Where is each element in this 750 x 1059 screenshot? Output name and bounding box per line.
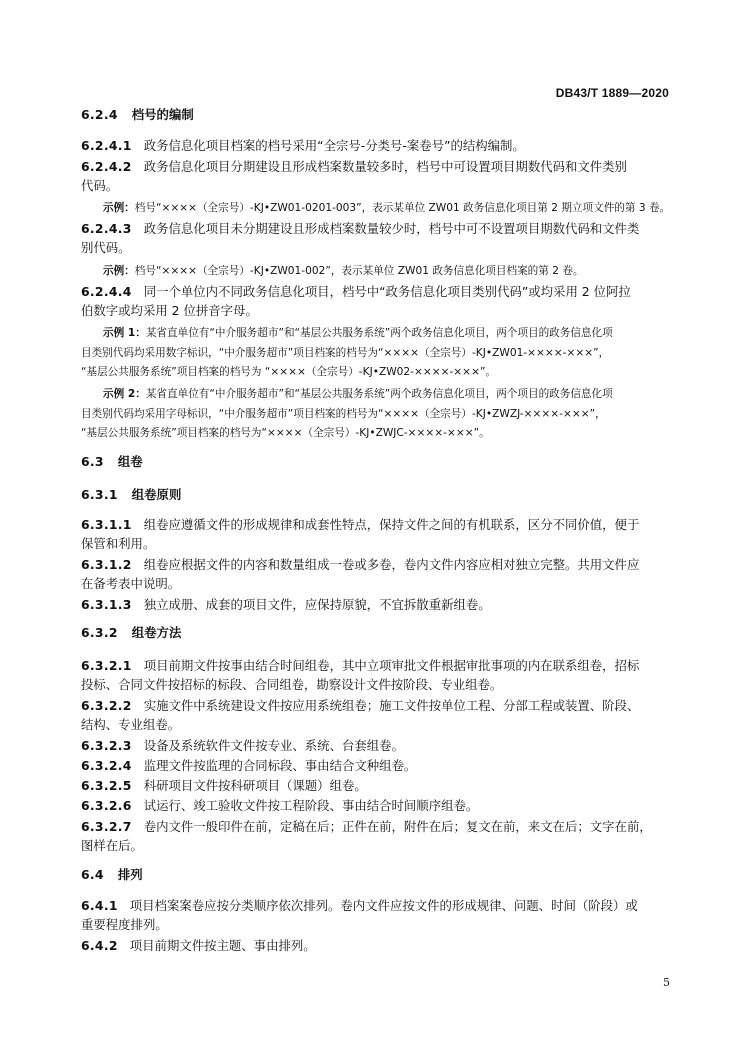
clause-number: 6.2.4.2 <box>81 159 132 174</box>
clause-text: 项目档案案卷应按分类顺序依次排列。卷内文件应按文件的形成规律、问题、时间（阶段）或 <box>129 898 638 913</box>
section-number: 6.3.2 <box>81 625 118 640</box>
clause <box>81 758 670 774</box>
example-line <box>103 387 670 401</box>
example-line <box>103 201 670 215</box>
example-continuation: “基层公共服务系统”项目档案的档号为“××××（全宗号）-KJ•ZWJC-××××-×××”。 <box>81 427 490 439</box>
clause-text: 试运行、竣工验收文件按工程阶段、事由结合时间顺序组卷。 <box>143 798 479 813</box>
clause <box>81 698 670 714</box>
clause <box>81 938 670 954</box>
clause-number: 6.3.2.3 <box>81 738 132 753</box>
clause <box>81 159 670 175</box>
clause <box>81 798 670 814</box>
clause-continuation: 保管和利用。 <box>81 536 156 551</box>
clause-continuation: 代码。 <box>81 178 119 193</box>
clause <box>81 221 670 237</box>
clause <box>81 557 670 573</box>
clause-number: 6.3.1.2 <box>81 557 132 572</box>
clause-continuation: 别代码。 <box>81 240 131 255</box>
example-label: 示例 1： <box>103 327 146 339</box>
clause-text: 政务信息化项目档案的档号采用“全宗号-分类号-案卷号”的结构编制。 <box>143 138 525 153</box>
section-number: 6.4 <box>81 867 104 882</box>
clause-continuation: 在备考表中说明。 <box>81 576 181 591</box>
page-number: 5 <box>663 976 670 989</box>
example-label: 示例 2： <box>103 388 146 400</box>
clause-text: 组卷应根据文件的内容和数量组成一卷或多卷，卷内文件内容应相对独立完整。共用文件应 <box>143 557 640 572</box>
clause <box>81 284 670 300</box>
clause-number: 6.3.2.2 <box>81 698 132 713</box>
section-heading <box>81 487 670 503</box>
example-text: 档号“××××（全宗号）-KJ•ZW01-0201-003”，表示某单位 ZW01 政务信息化项目第 2 期立项文件的第 3 卷。 <box>134 202 671 214</box>
clause-text: 项目前期文件按事由结合时间组卷，其中立项审批文件根据审批事项的内在联系组卷，招标 <box>143 658 640 673</box>
section-number: 6.3 <box>81 454 104 469</box>
section-heading <box>81 867 670 883</box>
example-continuation: 目类别代码均采用字母标识，“中介服务超市”项目档案的档号为“××××（全宗号）-KJ•ZWZJ-××××-×××”， <box>81 408 606 420</box>
example-continuation: 目类别代码均采用数字标识，“中介服务超市”项目档案的档号为“××××（全宗号）-KJ•ZW01-××××-×××”， <box>81 347 610 359</box>
clause-number: 6.3.1.3 <box>81 597 132 612</box>
clause-text: 项目前期文件按主题、事由排列。 <box>129 938 316 953</box>
clause-text: 实施文件中系统建设文件按应用系统组卷；施工文件按单位工程、分部工程或装置、阶段、 <box>143 698 640 713</box>
section-heading <box>81 107 670 123</box>
clause-number: 6.3.2.7 <box>81 819 132 834</box>
clause-text: 监理文件按监理的合同标段、事由结合文种组卷。 <box>143 758 417 773</box>
section-title: 档号的编制 <box>131 107 194 122</box>
clause-text: 科研项目文件按科研项目（课题）组卷。 <box>143 778 367 793</box>
clause-continuation: 重要程度排列。 <box>81 917 168 932</box>
clause-text: 政务信息化项目未分期建设且形成档案数量较少时，档号中可不设置项目期数代码和文件类 <box>143 221 640 236</box>
clause-continuation: 伯数字或均采用 2 位拼音字母。 <box>81 303 258 318</box>
clause <box>81 738 670 754</box>
clause-text: 卷内文件一般印件在前，定稿在后；正件在前，附件在后；复文在前，来文在后；文字在前， <box>143 819 652 834</box>
clause-text: 组卷应遵循文件的形成规律和成套性特点，保持文件之间的有机联系，区分不同价值，便于 <box>143 517 640 532</box>
clause-number: 6.4.1 <box>81 898 118 913</box>
clause-continuation: 投标、合同文件按招标的标段、合同组卷，勘察设计文件按阶段、专业组卷。 <box>81 677 503 692</box>
clause <box>81 819 670 835</box>
clause-text: 独立成册、成套的项目文件，应保持原貌，不宜拆散重新组卷。 <box>143 597 491 612</box>
clause <box>81 138 670 154</box>
clause <box>81 597 670 613</box>
section-number: 6.2.4 <box>81 107 118 122</box>
clause-number: 6.3.2.6 <box>81 798 132 813</box>
clause-number: 6.4.2 <box>81 938 118 953</box>
example-text: 档号“××××（全宗号）-KJ•ZW01-002”，表示某单位 ZW01 政务信息化项目档案的第 2 卷。 <box>134 265 584 277</box>
clause-number: 6.2.4.4 <box>81 284 132 299</box>
clause <box>81 898 670 914</box>
clause-number: 6.3.2.4 <box>81 758 132 773</box>
section-title: 组卷方法 <box>131 625 182 640</box>
clause-text: 同一个单位内不同政务信息化项目，档号中“政务信息化项目类别代码”或均采用 2 位阿拉 <box>143 284 631 299</box>
example-label: 示例： <box>103 265 135 277</box>
clause-continuation: 图样在后。 <box>81 838 143 853</box>
example-label: 示例： <box>103 202 135 214</box>
standard-code: DB43/T 1889—2020 <box>555 86 669 100</box>
clause <box>81 658 670 674</box>
example-text: 某省直单位有“中介服务超市”和“基层公共服务系统”两个政务信息化项目，两个项目的政务信息化项 <box>145 388 613 400</box>
clause-number: 6.3.2.1 <box>81 658 132 673</box>
clause <box>81 517 670 533</box>
clause-number: 6.3.1.1 <box>81 517 132 532</box>
clause-number: 6.2.4.3 <box>81 221 132 236</box>
section-title: 排列 <box>117 867 143 882</box>
clause <box>81 778 670 794</box>
example-text: 某省直单位有“中介服务超市”和“基层公共服务系统”两个政务信息化项目，两个项目的政务信息化项 <box>145 327 613 339</box>
section-number: 6.3.1 <box>81 487 118 502</box>
section-title: 组卷 <box>117 454 143 469</box>
clause-text: 设备及系统软件文件按专业、系统、台套组卷。 <box>143 738 404 753</box>
clause-number: 6.3.2.5 <box>81 778 132 793</box>
section-heading <box>81 454 670 470</box>
clause-text: 政务信息化项目分期建设且形成档案数量较多时，档号中可设置项目期数代码和文件类别 <box>143 159 627 174</box>
example-line <box>103 326 670 340</box>
section-heading <box>81 625 670 641</box>
example-line <box>103 264 670 278</box>
clause-continuation: 结构、专业组卷。 <box>81 717 181 732</box>
section-title: 组卷原则 <box>131 487 182 502</box>
example-continuation: “基层公共服务系统”项目档案的档号为 “××××（全宗号）-KJ•ZW02-××××-×××”。 <box>81 366 497 378</box>
clause-number: 6.2.4.1 <box>81 138 132 153</box>
